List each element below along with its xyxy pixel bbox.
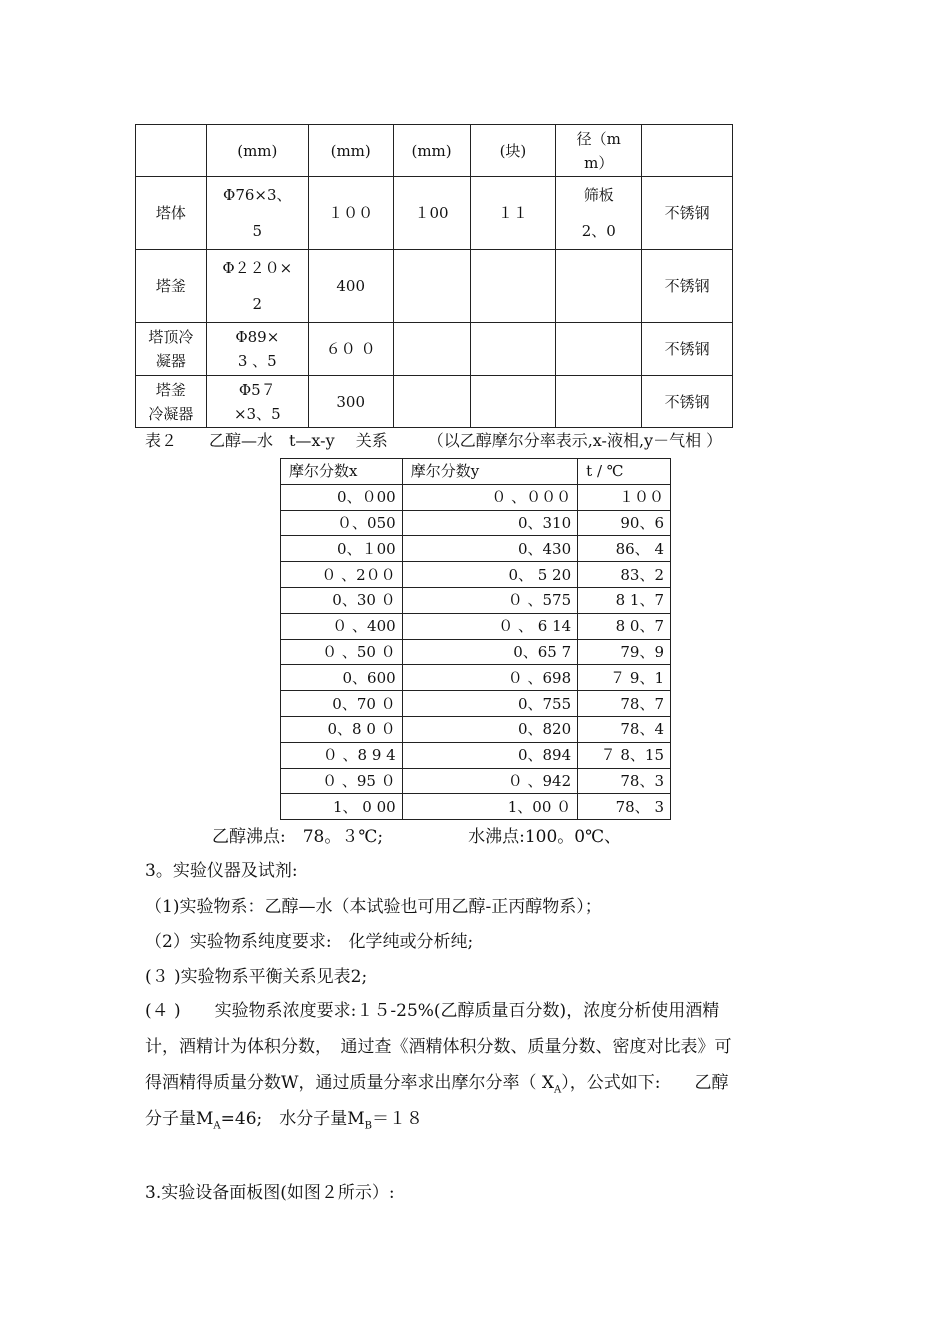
equip-name-cell: 塔釜: [136, 250, 207, 323]
equip-cell: 300: [308, 376, 393, 428]
equip-header-cell: (mm): [206, 125, 308, 177]
vle-x: 0、8 0 ０: [281, 716, 403, 742]
equip-header-cell: (mm): [308, 125, 393, 177]
vle-x: ０ 、8 9 4: [281, 742, 403, 768]
vle-x: 1、 0 00: [281, 794, 403, 820]
equip-header-cell: [642, 125, 733, 177]
vle-header-x: 摩尔分数x: [281, 459, 403, 485]
table-row: [136, 376, 733, 428]
vle-header-y: 摩尔分数y: [402, 459, 577, 485]
equip-cell: [393, 250, 470, 323]
vle-t: 8 1、7: [578, 587, 671, 613]
equip-header-cell: (块): [470, 125, 556, 177]
equip-cell: １００: [308, 177, 393, 250]
table-row: [281, 484, 671, 510]
equip-cell: [556, 250, 642, 323]
boiling-points: 乙醇沸点: 78。３℃; 水沸点:100。0℃、: [212, 827, 622, 847]
vle-x: ０ 、50 ０: [281, 639, 403, 665]
table-row: [281, 716, 671, 742]
equipment-header-row: [136, 125, 733, 177]
table-row: [281, 587, 671, 613]
vle-y: 0、 5 20: [402, 562, 577, 588]
table-row: [281, 691, 671, 717]
vle-x: 0、１00: [281, 536, 403, 562]
vle-x: ０ 、2００: [281, 562, 403, 588]
vle-y: 0、894: [402, 742, 577, 768]
vle-header-t: t / ℃: [578, 459, 671, 485]
section3-item4-line1: (４ ) 实验物系浓度要求:１５-25%(乙醇质量百分数)，浓度分析使用酒精: [145, 1001, 720, 1021]
equip-cell: １１: [470, 177, 556, 250]
vle-y: ０ 、 6 14: [402, 613, 577, 639]
vle-y: 0、65 7: [402, 639, 577, 665]
vle-y: 0、820: [402, 716, 577, 742]
equip-material-cell: 不锈钢: [642, 323, 733, 376]
table-row: [136, 177, 733, 250]
vle-t: 79、9: [578, 639, 671, 665]
equip-cell: 筛板 2、0: [556, 177, 642, 250]
text-span: =46; 水分子量M: [220, 1109, 365, 1129]
section3-item2: （2）实验物系纯度要求: 化学纯或分析纯;: [145, 932, 474, 952]
vle-x: ０ 、95 ０: [281, 768, 403, 794]
vle-y: ０ 、575: [402, 587, 577, 613]
text-span: 分子量M: [145, 1109, 214, 1129]
equipment-table: [135, 124, 733, 428]
section3-item1: （1)实验物系：乙醇—水（本试验也可用乙醇-正丙醇物系）；: [145, 897, 602, 917]
vle-t: 78、 3: [578, 794, 671, 820]
equip-name-cell: 塔顶冷 凝器: [136, 323, 207, 376]
vle-x: ０ 、400: [281, 613, 403, 639]
equip-material-cell: 不锈钢: [642, 250, 733, 323]
vle-t: 78、4: [578, 716, 671, 742]
vle-t: 83、2: [578, 562, 671, 588]
section3b-title: 3.实验设备面板图(如图２所示）:: [145, 1183, 395, 1203]
equip-cell: [393, 376, 470, 428]
vle-y: 0、755: [402, 691, 577, 717]
vle-y: ０ 、942: [402, 768, 577, 794]
equip-name-cell: 塔釜 冷凝器: [136, 376, 207, 428]
equip-cell: [470, 250, 556, 323]
section3-item4-line4: [145, 1104, 423, 1131]
equip-cell: [470, 376, 556, 428]
equip-spec-cell: Φ２２０× 2: [206, 250, 308, 323]
table-row: [281, 768, 671, 794]
subscript: A: [213, 1120, 221, 1132]
table-row: [281, 510, 671, 536]
vle-x: 0、30 ０: [281, 587, 403, 613]
table-row: [281, 794, 671, 820]
equip-name-cell: 塔体: [136, 177, 207, 250]
table-row: [281, 665, 671, 691]
vle-y: 0、430: [402, 536, 577, 562]
equip-cell: １00: [393, 177, 470, 250]
table-row: [281, 742, 671, 768]
equip-header-cell: 径（m m）: [556, 125, 642, 177]
vle-x: 0、０00: [281, 484, 403, 510]
vle-t: 8 0、7: [578, 613, 671, 639]
equip-material-cell: 不锈钢: [642, 376, 733, 428]
equip-material-cell: 不锈钢: [642, 177, 733, 250]
vle-table: [280, 458, 671, 820]
vle-y: ０ 、698: [402, 665, 577, 691]
table-row: [281, 536, 671, 562]
vle-x: 0、70 ０: [281, 691, 403, 717]
vle-t: 78、3: [578, 768, 671, 794]
table-row: [136, 250, 733, 323]
section3-item4-line3: [145, 1068, 728, 1095]
text-span: 得酒精得质量分数W，通过质量分率求出摩尔分率（ X: [145, 1073, 554, 1093]
vle-t: ７ 8、15: [578, 742, 671, 768]
equip-spec-cell: Φ5７ ×3、5: [206, 376, 308, 428]
equip-header-cell: (mm): [393, 125, 470, 177]
vle-x: ０、050: [281, 510, 403, 536]
equip-spec-cell: Φ76×3、 5: [206, 177, 308, 250]
vle-x: 0、600: [281, 665, 403, 691]
text-span: ＝１８: [372, 1109, 424, 1129]
equip-cell: [393, 323, 470, 376]
equip-cell: [556, 323, 642, 376]
section3-item4-line2: 计，酒精计为体积分数， 通过查《酒精体积分数、质量分数、密度对比表》可: [145, 1037, 732, 1057]
table-row: [281, 613, 671, 639]
vle-t: ７ 9、1: [578, 665, 671, 691]
vle-y: ０ 、０００: [402, 484, 577, 510]
vle-y: 0、310: [402, 510, 577, 536]
vle-t: 90、6: [578, 510, 671, 536]
equip-cell: [470, 323, 556, 376]
vle-t: 78、7: [578, 691, 671, 717]
table2-caption: 表２ 乙醇—水 t—x-y 关系 （以乙醇摩尔分率表示,x-液相,y－气相 ）: [145, 431, 723, 450]
section3-title: 3。实验仪器及试剂:: [145, 861, 298, 881]
equip-cell: [556, 376, 642, 428]
table-row: [281, 562, 671, 588]
section3-item3: (３ )实验物系平衡关系见表2;: [145, 967, 368, 987]
equip-cell: 400: [308, 250, 393, 323]
vle-t: １００: [578, 484, 671, 510]
vle-header-row: [281, 459, 671, 485]
table-row: [136, 323, 733, 376]
equip-cell: ６０ ０: [308, 323, 393, 376]
vle-t: 86、 4: [578, 536, 671, 562]
table-row: [281, 639, 671, 665]
equip-header-cell: [136, 125, 207, 177]
subscript: B: [364, 1120, 373, 1132]
subscript: A: [553, 1084, 562, 1096]
equip-spec-cell: Φ89× 3 、5: [206, 323, 308, 376]
vle-y: 1、00 ０: [402, 794, 577, 820]
text-span: ），公式如下: 乙醇: [561, 1073, 729, 1093]
